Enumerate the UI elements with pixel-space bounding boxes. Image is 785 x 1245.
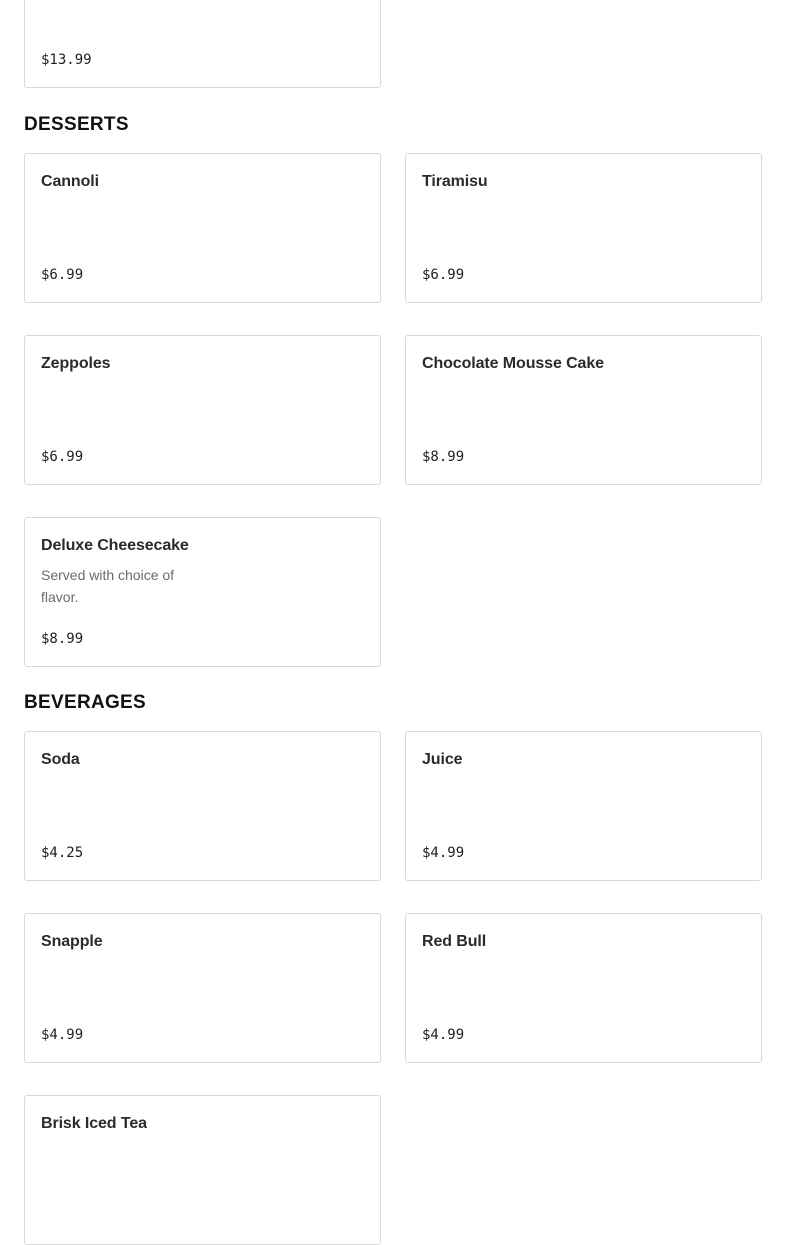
item-name: Zeppoles — [41, 355, 111, 372]
item-name: Chocolate Mousse Cake — [422, 355, 604, 372]
menu-item-card[interactable] — [24, 0, 381, 88]
item-price: $4.99 — [422, 845, 465, 861]
item-price: $4.99 — [422, 1027, 465, 1043]
item-price: $4.99 — [41, 1027, 84, 1043]
item-price: $8.99 — [41, 631, 84, 647]
menu-item-chocolate-mousse-cake[interactable] — [405, 335, 762, 485]
section-title-beverages: BEVERAGES — [24, 692, 147, 713]
section-title-desserts: DESSERTS — [24, 114, 129, 135]
menu-item-cannoli[interactable] — [24, 153, 381, 303]
item-price: $8.99 — [422, 449, 465, 465]
item-price: $6.99 — [422, 267, 465, 283]
item-name: Soda — [41, 751, 80, 768]
menu-item-soda[interactable] — [24, 731, 381, 881]
item-name: Red Bull — [422, 933, 487, 950]
item-name: Brisk Iced Tea — [41, 1115, 147, 1132]
menu-item-juice[interactable] — [405, 731, 762, 881]
menu-item-deluxe-cheesecake[interactable] — [24, 517, 381, 667]
item-name: Tiramisu — [422, 173, 488, 190]
menu-item-brisk-iced-tea[interactable] — [24, 1095, 381, 1245]
item-name: Deluxe Cheesecake — [41, 537, 189, 554]
item-price: $13.99 — [41, 52, 92, 68]
menu-item-red-bull[interactable] — [405, 913, 762, 1063]
item-description: Served with choice of flavor. — [41, 567, 175, 605]
item-price: $6.99 — [41, 449, 84, 465]
menu-item-zeppoles[interactable] — [24, 335, 381, 485]
item-name: Juice — [422, 751, 463, 768]
item-name: Snapple — [41, 933, 103, 950]
item-price: $6.99 — [41, 267, 84, 283]
menu-item-snapple[interactable] — [24, 913, 381, 1063]
item-name: Cannoli — [41, 173, 99, 190]
menu-item-tiramisu[interactable] — [405, 153, 762, 303]
item-price: $4.25 — [41, 845, 84, 861]
